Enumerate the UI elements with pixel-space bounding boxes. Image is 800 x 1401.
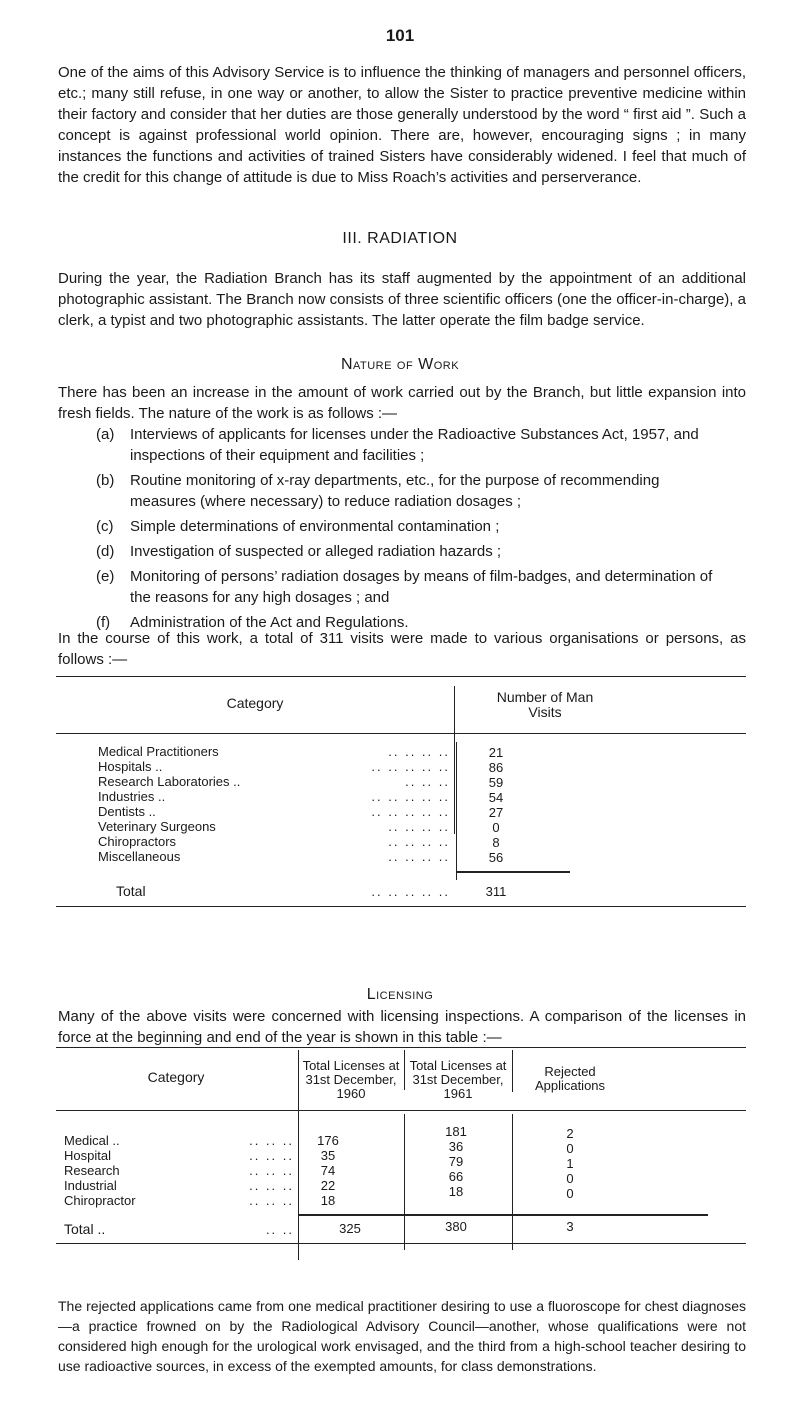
row-value: 21 — [488, 745, 504, 760]
row-leader-dots: .. .. .. .. — [388, 849, 450, 864]
row-1960: 35 — [320, 1148, 336, 1163]
table-rule — [456, 742, 457, 880]
item-label: (c) — [96, 518, 114, 535]
column-header-category: Category — [147, 1069, 205, 1085]
row-value: 8 — [492, 835, 500, 850]
row-category: Research Laboratories .. — [98, 774, 241, 789]
visits-paragraph: In the course of this work, a total of 311 visits were made to various organisations or persons, as follows :— — [58, 630, 746, 668]
intro-paragraph: One of the aims of this Advisory Service is to influence the thinking of managers and personnel officers, etc.; many still refuse, in one way or another, to allow the Sister to practice preventive medicine within their factory and consider that her duties are those generally understood by the word “ first aid ”. Such a concept is against professional world opinion. There are, however, encouraging signs ; in many instances the functions and activities of trained Sisters have considerably widened. I feel that much of the credit for this change of attitude is due to Miss Roach’s activities and perserverance. — [58, 64, 746, 186]
row-value: 27 — [488, 805, 504, 820]
list-item — [96, 541, 716, 562]
row-category: Chiropractor — [64, 1193, 136, 1208]
row-leader-dots: .. .. .. .. — [388, 834, 450, 849]
table-rule — [298, 1214, 708, 1216]
table-rule — [56, 1243, 746, 1244]
table-rule — [56, 676, 746, 677]
column-header-rejected: Rejected — [544, 1064, 596, 1079]
row-value: 56 — [488, 850, 504, 865]
total-value: 311 — [485, 884, 507, 899]
staff-paragraph: During the year, the Radiation Branch has its staff augmented by the appointment of an additional photographic assistant. The Branch now consists of three scientific officers (one the officer-in-charge), a clerk, a typist and two photographic assistants. The latter operate the film badge service. — [58, 270, 746, 329]
row-1960: 22 — [320, 1178, 336, 1193]
table-rule — [454, 686, 455, 834]
row-leader-dots: .. .. .. — [249, 1163, 294, 1178]
table-rule — [56, 1047, 746, 1048]
page-number: 101 — [385, 26, 415, 45]
row-category: Veterinary Surgeons — [98, 819, 216, 834]
row-value: 0 — [492, 820, 500, 835]
row-leader-dots: .. .. .. .. .. — [371, 804, 450, 819]
total-rejected: 3 — [566, 1219, 574, 1234]
column-header-visits: Visits — [528, 704, 562, 720]
row-category: Dentists .. — [98, 804, 156, 819]
item-text: Routine monitoring of x-ray departments, etc., for the purpose of recommending measures (where necessary) to reduce radiation dosages ; — [130, 472, 660, 510]
total-label: Total .. — [64, 1221, 106, 1237]
row-leader-dots: .. .. .. — [249, 1133, 294, 1148]
row-category: Hospitals .. — [98, 759, 163, 774]
row-1960: 18 — [320, 1193, 336, 1208]
row-category: Miscellaneous — [98, 849, 181, 864]
list-item — [96, 424, 716, 466]
row-1960: 176 — [317, 1133, 339, 1148]
row-1961: 79 — [448, 1154, 464, 1169]
nature-heading: Nature of Work — [340, 356, 460, 373]
item-label: (d) — [96, 543, 115, 560]
item-text: Monitoring of persons’ radiation dosages by means of film-badges, and determination of the reasons for any high dosages ; and — [130, 568, 713, 606]
work-items-list — [96, 424, 716, 637]
table-rule — [456, 871, 570, 873]
row-leader-dots: .. .. .. .. — [388, 744, 450, 759]
item-label: (a) — [96, 426, 115, 443]
item-text: Interviews of applicants for licenses under the Radioactive Substances Act, 1957, and inspections of their equipment and facilities ; — [130, 426, 699, 464]
table-rule — [56, 1110, 746, 1111]
row-category: Industrial — [64, 1178, 117, 1193]
row-value: 54 — [488, 790, 504, 805]
column-header-1961: Total Licenses at — [409, 1058, 507, 1073]
row-rejected: 0 — [566, 1171, 574, 1186]
row-1960: 74 — [320, 1163, 336, 1178]
list-item — [96, 516, 716, 537]
total-1960: 325 — [339, 1221, 361, 1236]
row-leader-dots: .. .. .. — [249, 1193, 294, 1208]
column-header-1960: 1960 — [336, 1086, 366, 1101]
row-leader-dots: .. .. .. .. .. — [371, 789, 450, 804]
row-category: Medical .. — [64, 1133, 120, 1148]
column-header-1961: 31st December, — [412, 1072, 504, 1087]
item-text: Simple determinations of environmental contamination ; — [130, 518, 500, 535]
row-category: Chiropractors — [98, 834, 177, 849]
row-category: Hospital — [64, 1148, 111, 1163]
row-1961: 66 — [448, 1169, 464, 1184]
row-1961: 36 — [448, 1139, 464, 1154]
table-rule — [56, 906, 746, 907]
row-value: 86 — [488, 760, 504, 775]
section-title: III. RADIATION — [342, 230, 458, 247]
row-leader-dots: .. .. .. — [249, 1178, 294, 1193]
total-leader-dots: .. .. .. .. .. — [371, 884, 450, 899]
rejected-paragraph: The rejected applications came from one medical practitioner desiring to use a fluoroscope for chest diagnoses—a practice frowned on by the Radiological Advisory Council—another, whose qualifications were not considered high enough for the urological work envisaged, and the third from a high-school teacher desiring to use radioactive sources, in excess of the exempted amounts, for class demonstrations. — [58, 1298, 746, 1374]
row-value: 59 — [488, 775, 504, 790]
total-leader-dots: .. .. — [265, 1222, 294, 1237]
row-category: Research — [64, 1163, 120, 1178]
list-item — [96, 470, 716, 512]
total-label: Total — [116, 883, 146, 899]
column-header-category: Category — [226, 695, 284, 711]
row-category: Medical Practitioners — [98, 744, 219, 759]
column-header-1960: Total Licenses at — [302, 1058, 400, 1073]
item-label: (e) — [96, 568, 115, 585]
column-header-rejected: Applications — [534, 1078, 606, 1093]
row-leader-dots: .. .. .. — [405, 774, 450, 789]
item-label: (b) — [96, 472, 115, 489]
table-rule — [56, 733, 746, 734]
row-leader-dots: .. .. .. .. .. — [371, 759, 450, 774]
row-1961: 18 — [448, 1184, 464, 1199]
column-header-1960: 31st December, — [305, 1072, 397, 1087]
item-text: Administration of the Act and Regulations. — [130, 614, 409, 631]
item-label: (f) — [96, 614, 111, 631]
column-header-visits: Number of Man — [496, 689, 594, 705]
licensing-heading: Licensing — [366, 986, 434, 1003]
row-leader-dots: .. .. .. — [249, 1148, 294, 1163]
item-text: Investigation of suspected or alleged radiation hazards ; — [130, 543, 502, 560]
row-rejected: 0 — [566, 1186, 574, 1201]
list-item — [96, 566, 716, 608]
column-header-1961: 1961 — [443, 1086, 473, 1101]
row-category: Industries .. — [98, 789, 166, 804]
total-1961: 380 — [445, 1219, 467, 1234]
row-rejected: 0 — [566, 1141, 574, 1156]
row-leader-dots: .. .. .. .. — [388, 819, 450, 834]
licensing-paragraph: Many of the above visits were concerned with licensing inspections. A comparison of the licenses in force at the beginning and end of the year is shown in this table :— — [58, 1008, 746, 1046]
nature-paragraph: There has been an increase in the amount of work carried out by the Branch, but little expansion into fresh fields. The nature of the work is as follows :— — [58, 384, 746, 422]
row-rejected: 1 — [566, 1156, 574, 1171]
row-1961: 181 — [445, 1124, 467, 1139]
row-rejected: 2 — [566, 1126, 574, 1141]
